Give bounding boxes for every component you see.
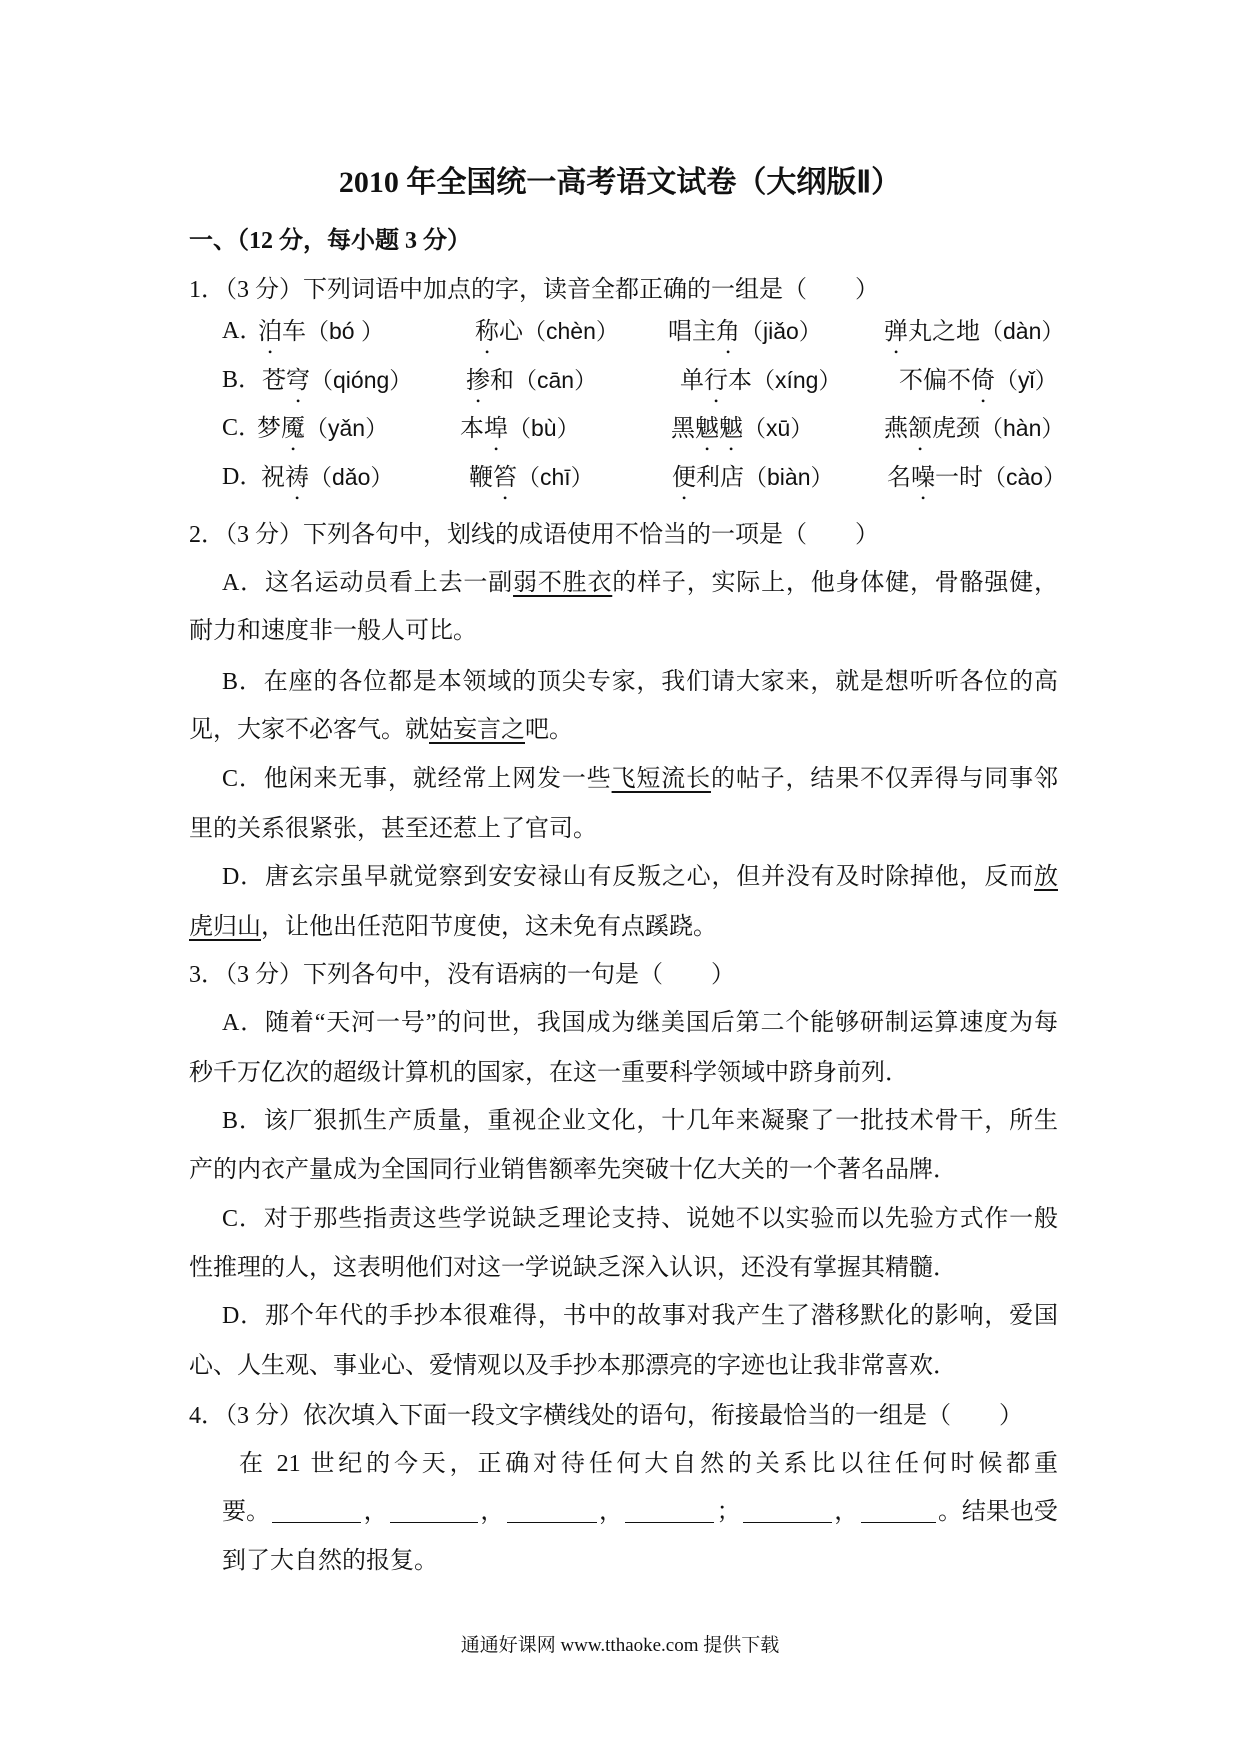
fill-in-blank-1	[272, 1499, 361, 1523]
passage-punctuation: ，	[834, 1499, 859, 1525]
pinyin: （xū）	[743, 415, 814, 441]
section-heading: 一、（12 分，每小题 3 分）	[189, 228, 471, 254]
question-3-option-b-line-2: 产的内衣产量成为全国同行业销售额率先突破十亿大关的一个著名品牌．	[189, 1157, 957, 1183]
option-b-word-1	[262, 360, 412, 408]
question-2-option-b-line-2	[189, 710, 1058, 750]
passage-text: 要。	[222, 1499, 270, 1525]
passage-text: 。结果也受	[937, 1499, 1058, 1525]
option-label: C．	[222, 415, 263, 441]
word-text: 虎颈	[932, 416, 980, 442]
underlined-idiom: 弱不胜衣	[513, 570, 613, 596]
option-a-word-4	[884, 311, 1064, 359]
question-3-stem: 3．（3 分）下列各句中，没有语病的一句是（ ）	[189, 962, 735, 988]
option-a-word-1	[258, 311, 384, 359]
option-b-word-3	[680, 360, 841, 408]
sentence-text: 吧。	[525, 717, 573, 743]
sentence-text: C．他闲来无事，就经常上网发一些	[222, 766, 612, 792]
word-text: 苍	[262, 368, 286, 394]
dotted-character: 行	[704, 368, 728, 394]
sentence-text: B．在座的各位都是本领域的顶尖专家，我们请大家来，就是想听听各位的高	[222, 669, 1058, 695]
pinyin: （dǎo）	[309, 464, 394, 490]
question-3-option-a-line-2: 秒千万亿次的超级计算机的国家，在这一重要科学领域中跻身前列．	[189, 1060, 909, 1086]
underlined-idiom: 姑妄言之	[429, 717, 525, 743]
dotted-character: 魇	[281, 416, 305, 442]
word-text: 鞭	[469, 465, 493, 491]
question-2-option-a-line-1	[222, 563, 1058, 603]
option-c-word-4	[884, 408, 1064, 456]
word-text: 黑	[671, 416, 695, 442]
option-a-word-2	[475, 311, 619, 359]
option-c-word-1	[257, 408, 388, 456]
dotted-character: 埠	[484, 416, 508, 442]
pinyin: （chī）	[517, 464, 594, 490]
question-2-option-a-line-2	[189, 611, 1058, 651]
option-label: A．	[222, 318, 264, 344]
sentence-text: 耐力和速度非一般人可比。	[189, 618, 477, 644]
pinyin: （yǎn）	[305, 415, 389, 441]
pinyin: （xíng）	[752, 367, 842, 393]
dotted-character: 穹	[286, 368, 310, 394]
underlined-idiom: 飞短流长	[611, 766, 711, 792]
fill-in-blank-3	[507, 1499, 597, 1523]
underlined-idiom: 放	[1034, 864, 1058, 890]
pinyin: （qióng）	[310, 367, 413, 393]
dotted-character: 掺	[466, 368, 490, 394]
word-text: 唱主	[668, 319, 716, 345]
question-3-option-a-line-1: A．随着“天河一号”的问世，我国成为继美国后第二个能够研制运算速度为每	[222, 1010, 1058, 1036]
question-1-option-d	[0, 457, 1240, 497]
word-text: 本	[460, 416, 484, 442]
dotted-character: 魆魆	[695, 416, 743, 442]
pinyin: （cān）	[514, 367, 598, 393]
fill-in-blank-4	[625, 1499, 714, 1523]
word-text: 一时	[935, 465, 983, 491]
option-label: B．	[222, 367, 263, 393]
question-2-option-d-line-2	[189, 907, 1058, 947]
sentence-text: 的样子，实际上，他身体健，骨骼强健，	[612, 570, 1058, 596]
option-d-word-3	[672, 457, 833, 505]
option-a-word-3	[668, 311, 822, 359]
passage-punctuation: ，	[598, 1499, 623, 1525]
sentence-text: D．唐玄宗虽早就觉察到安安禄山有反叛之心，但并没有及时除掉他，反而	[222, 864, 1034, 890]
dotted-character: 颔	[908, 416, 932, 442]
word-text: 名	[887, 465, 911, 491]
sentence-text: ，让他出任范阳节度使，这未免有点蹊跷。	[261, 914, 717, 940]
fill-in-blank-5	[743, 1499, 832, 1523]
question-2-option-c-line-1	[222, 759, 1058, 799]
page-footer: 通通好课网 www.tthaoke.com 提供下载	[460, 1635, 780, 1656]
question-3-option-b-line-1: B．该厂狠抓生产质量，重视企业文化，十几年来凝聚了一批技术骨干，所生	[222, 1108, 1058, 1134]
option-c-word-2	[460, 408, 580, 456]
pinyin: （jiǎo）	[740, 318, 822, 344]
dotted-character: 噪	[911, 465, 935, 491]
word-text: 丸之地	[908, 319, 980, 345]
word-text: 梦	[257, 416, 281, 442]
dotted-character: 便	[672, 465, 696, 491]
dotted-character: 弹	[884, 319, 908, 345]
word-text: 和	[490, 368, 514, 394]
fill-in-blank-2	[390, 1499, 478, 1523]
passage-punctuation: ，	[480, 1499, 505, 1525]
question-1-option-b	[0, 360, 1240, 400]
exam-title: 2010 年全国统一高考语文试卷（大纲版Ⅱ）	[338, 166, 902, 199]
option-d-word-2	[469, 457, 594, 505]
pinyin: （cào）	[983, 464, 1067, 490]
fill-in-blank-6	[861, 1499, 936, 1523]
option-label: D．	[222, 464, 264, 490]
question-1-option-a	[0, 311, 1240, 351]
option-d-word-1	[261, 457, 393, 505]
question-2-stem: 2．（3 分）下列各句中，划线的成语使用不恰当的一项是（ ）	[189, 522, 879, 548]
option-b-word-4	[899, 360, 1058, 408]
question-2-option-c-line-2	[189, 809, 1058, 849]
word-text: 燕	[884, 416, 908, 442]
question-1-option-c	[0, 408, 1240, 448]
question-3-option-c-line-1: C．对于那些指责这些学说缺乏理论支持、说她不以实验而以先验方式作一般	[222, 1206, 1058, 1232]
word-text: 单	[680, 368, 704, 394]
question-1-stem: 1．（3 分）下列词语中加点的字，读音全都正确的一组是（ ）	[189, 277, 879, 303]
pinyin: （chèn）	[523, 318, 619, 344]
word-text: 祝	[261, 465, 285, 491]
underlined-idiom: 虎归山	[189, 914, 261, 940]
option-b-word-2	[466, 360, 597, 408]
option-c-word-3	[671, 408, 813, 456]
question-3-option-d-line-2: 心、人生观、事业心、爱情观以及手抄本那漂亮的字迹也让我非常喜欢．	[189, 1353, 957, 1379]
dotted-character: 角	[716, 319, 740, 345]
dotted-character: 泊	[258, 319, 282, 345]
pinyin: （biàn）	[744, 464, 834, 490]
word-text: 不偏不	[899, 368, 971, 394]
word-text: 本	[728, 368, 752, 394]
question-4-passage-line-3: 到了大自然的报复。	[222, 1548, 438, 1574]
pinyin: （hàn）	[980, 415, 1065, 441]
pinyin: （bù）	[508, 415, 580, 441]
pinyin: （dàn）	[980, 318, 1065, 344]
question-4-passage-line-1: 在 21 世纪的今天，正确对待任何大自然的关系比以往任何时候都重	[239, 1451, 1058, 1477]
passage-punctuation: ，	[363, 1499, 388, 1525]
question-3-option-c-line-2: 性推理的人，这表明他们对这一学说缺乏深入认识，还没有掌握其精髓．	[189, 1255, 957, 1281]
dotted-character: 祷	[285, 465, 309, 491]
question-3-option-d-line-1: D．那个年代的手抄本很难得，书中的故事对我产生了潜移默化的影响，爱国	[222, 1303, 1058, 1329]
passage-punctuation: ；	[716, 1499, 741, 1525]
question-4-stem: 4．（3 分）依次填入下面一段文字横线处的语句，衔接最恰当的一组是（ ）	[189, 1403, 1023, 1429]
dotted-character: 倚	[971, 368, 995, 394]
question-2-option-d-line-1	[222, 857, 1058, 897]
sentence-text: 的帖子，结果不仅弄得与同事邻	[710, 766, 1059, 792]
word-text: 车	[282, 319, 306, 345]
question-4-passage-line-2	[222, 1492, 1058, 1532]
option-d-word-4	[887, 457, 1066, 505]
pinyin: （bó ）	[306, 318, 384, 344]
sentence-text: A．这名运动员看上去一副	[222, 570, 514, 596]
pinyin: （yǐ）	[995, 367, 1058, 393]
question-2-option-b-line-1	[222, 662, 1058, 702]
dotted-character: 笞	[493, 465, 517, 491]
sentence-text: 里的关系很紧张，甚至还惹上了官司。	[189, 816, 597, 842]
sentence-text: 见，大家不必客气。就	[189, 717, 429, 743]
word-text: 利店	[696, 465, 744, 491]
dotted-character: 称	[475, 319, 499, 345]
word-text: 心	[499, 319, 523, 345]
